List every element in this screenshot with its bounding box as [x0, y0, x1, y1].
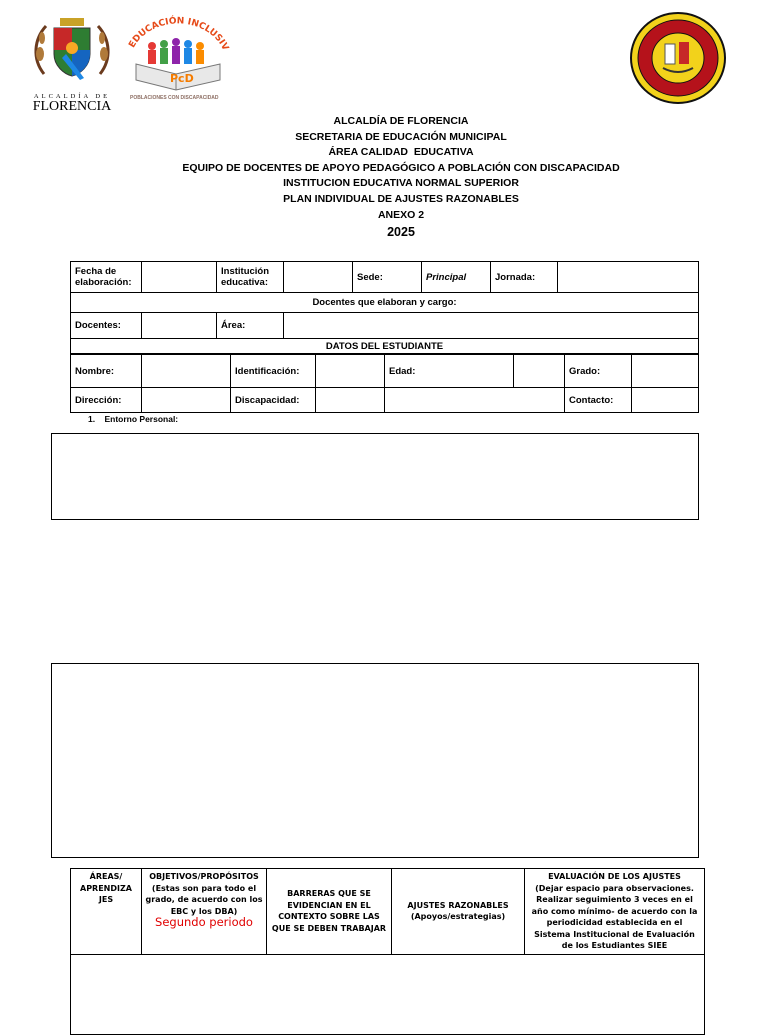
- direccion-field[interactable]: [142, 388, 231, 413]
- identificacion-field[interactable]: [316, 355, 385, 388]
- contacto-field[interactable]: [632, 388, 699, 413]
- segundo-periodo-label: Segundo periodo: [155, 915, 253, 929]
- entorno-personal-textbox[interactable]: [51, 433, 699, 520]
- col-ajustes-header: [392, 869, 525, 955]
- header-line-7: ANEXO 2: [377, 208, 425, 221]
- header-line-2: SECRETARIA DE EDUCACIÓN MUNICIPAL: [295, 130, 507, 143]
- discapacidad-field[interactable]: [316, 388, 385, 413]
- educacion-inclusiva-logo: [126, 12, 230, 104]
- nombre-label: Nombre:: [71, 355, 142, 388]
- student-data-table: [70, 354, 699, 413]
- docentes-field[interactable]: [142, 313, 217, 339]
- col-objetivos-title: OBJETIVOS/PROPÓSITOS: [149, 872, 259, 881]
- edad-field[interactable]: [514, 355, 565, 388]
- col-barreras-header: BARRERAS QUE SE EVIDENCIAN EN EL CONTEXTO SOBRE LAS QUE SE DEBEN TRABAJAR: [267, 869, 392, 955]
- sede-label: Sede:: [353, 262, 422, 293]
- col-ajustes-title: AJUSTES RAZONABLES: [407, 900, 509, 910]
- contacto-label: Contacto:: [565, 388, 632, 413]
- discapacidad-label: Discapacidad:: [231, 388, 316, 413]
- alcaldia-caption-bottom: FLORENCIA: [32, 99, 112, 114]
- edu-arc-text: EDUCACIÓN INCLUSIV: [127, 16, 230, 52]
- col-evaluacion-header: [525, 869, 705, 955]
- section-number: 1.: [88, 414, 96, 424]
- discapacidad-extra-field[interactable]: [385, 388, 565, 413]
- col-objetivos-note: (Estas son para todo el grado, de acuerdo con los EBC y los DBA): [145, 883, 263, 916]
- direccion-label: Dirección:: [71, 388, 142, 413]
- coat-of-arms-icon: [22, 14, 122, 84]
- document-header: [0, 114, 768, 241]
- sede-value[interactable]: Principal: [422, 262, 491, 293]
- elaboration-table: [70, 261, 699, 354]
- area-field[interactable]: [284, 313, 699, 339]
- institucion-label: Institución educativa:: [217, 262, 284, 293]
- section-title: Entorno Personal:: [104, 414, 179, 424]
- header-line-3: ÁREA CALIDAD EDUCATIVA: [328, 146, 474, 159]
- header-line-5: INSTITUCION EDUCATIVA NORMAL SUPERIOR: [283, 177, 519, 190]
- grado-field[interactable]: [632, 355, 699, 388]
- institucion-field[interactable]: [284, 262, 353, 293]
- col-evaluacion-title: EVALUACIÓN DE LOS AJUSTES: [548, 872, 681, 881]
- plan-table: [70, 868, 705, 1035]
- school-seal-icon: [629, 12, 727, 104]
- header-year: 2025: [387, 225, 415, 240]
- student-heading: DATOS DEL ESTUDIANTE: [71, 339, 699, 354]
- jornada-field[interactable]: [558, 262, 699, 293]
- edu-caption: POBLACIONES CON DISCAPACIDAD: [130, 95, 219, 101]
- docentes-heading: Docentes que elaboran y cargo:: [71, 293, 699, 313]
- header-line-4: EQUIPO DE DOCENTES DE APOYO PEDAGÓGICO A POBLACIÓN CON DISCAPACIDAD: [182, 161, 620, 174]
- grado-label: Grado:: [565, 355, 632, 388]
- col-evaluacion-note: (Dejar espacio para observaciones. Realizar seguimiento 3 veces en el año como mínimo- de acuerdo con la periodicidad establecida en el Sistema Institucional de Evaluación de los Estudiantes SIEE: [531, 883, 698, 950]
- normal-superior-seal: [629, 12, 727, 104]
- second-textbox[interactable]: [51, 663, 699, 858]
- entorno-personal-heading: [88, 414, 178, 424]
- jornada-label: Jornada:: [491, 262, 558, 293]
- identificacion-label: Identificación:: [231, 355, 316, 388]
- alcaldia-florencia-logo: [22, 14, 122, 114]
- fecha-label: Fecha de elaboración:: [71, 262, 142, 293]
- header-line-6: PLAN INDIVIDUAL DE AJUSTES RAZONABLES: [283, 192, 519, 205]
- inclusive-education-icon: [126, 12, 230, 104]
- nombre-field[interactable]: [142, 355, 231, 388]
- docentes-label: Docentes:: [71, 313, 142, 339]
- alcaldia-caption-top: ALCALDÍA DE: [33, 93, 111, 100]
- header-line-1: ALCALDÍA DE FLORENCIA: [333, 115, 469, 127]
- fecha-field[interactable]: [142, 262, 217, 293]
- col-objetivos-header: [142, 869, 267, 955]
- area-label: Área:: [217, 313, 284, 339]
- col-areas-text: ÁREAS/ APRENDIZA JES: [80, 872, 132, 904]
- col-areas-header: [71, 869, 142, 955]
- plan-table-body-row[interactable]: [71, 954, 705, 1034]
- col-ajustes-note: (Apoyos/estrategias): [410, 912, 506, 922]
- edad-label: Edad:: [385, 355, 514, 388]
- edu-pcd-letters: PcD: [170, 72, 194, 85]
